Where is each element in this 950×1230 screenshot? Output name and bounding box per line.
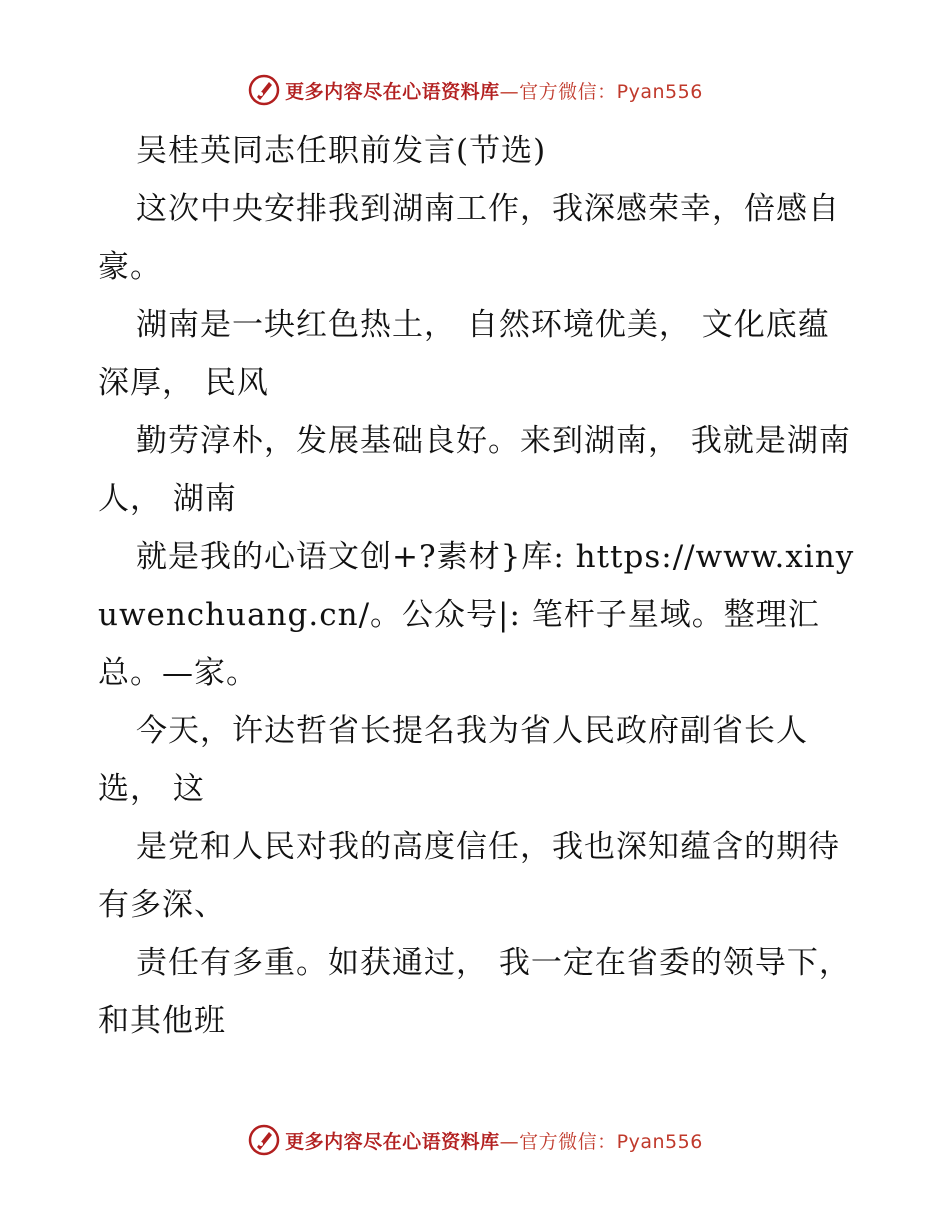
paragraph: 勤劳淳朴，发展基础良好。来到湖南， 我就是湖南人， 湖南 — [98, 423, 851, 517]
document-title: 吴桂英同志任职前发言(节选) — [136, 133, 547, 169]
paragraph: 是党和人民对我的高度信任，我也深知蕴含的期待有多深、 — [98, 829, 840, 923]
watermark-main-text: 更多内容尽在心语资料库 — [285, 1130, 500, 1153]
header-watermark — [0, 70, 950, 110]
document-body — [98, 122, 858, 1050]
paragraph: 就是我的心语文创+?素材}库: https://www.xinyuwenchuang.cn/。公众号|: 笔杆子星域。整理汇总。—家。 — [98, 539, 855, 691]
watermark-main-text: 更多内容尽在心语资料库 — [285, 80, 500, 103]
watermark-sub-text: —官方微信：Pyan556 — [499, 1130, 703, 1153]
footer-watermark — [0, 1120, 950, 1160]
watermark-sub-text: —官方微信：Pyan556 — [499, 80, 703, 103]
paragraph: 责任有多重。如获通过， 我一定在省委的领导下， 和其他班 — [98, 945, 851, 1039]
pen-logo-icon — [247, 1123, 281, 1157]
pen-logo-icon — [247, 73, 281, 107]
paragraph: 湖南是一块红色热土， 自然环境优美， 文化底蕴深厚， 民风 — [98, 307, 830, 401]
paragraph: 这次中央安排我到湖南工作，我深感荣幸，倍感自豪。 — [98, 191, 840, 285]
paragraph: 今天，许达哲省长提名我为省人民政府副省长人选， 这 — [98, 713, 808, 807]
